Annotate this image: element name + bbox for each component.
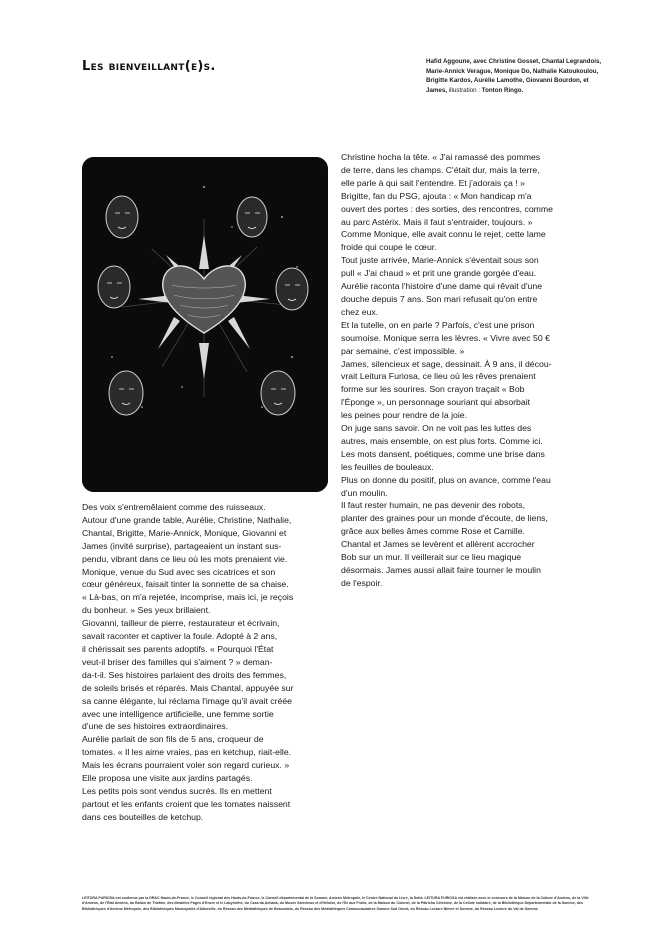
paragraph: Giovanni, tailleur de pierre, restaurateur et écrivain, savait raconter et captiver la foule. Adopté à 2 ans, il chérissait ses parents adoptifs. « Pourquoi l'État veut-il briser des familles qui s'aiment ? » deman- da-t-il. Ses histoires parlaient des droits des femmes, de soleils brisés et réparés. Mais Chantal, appuyée sur sa canne élégante, lui réclama l'image qu'il avait créée avec une intelligence artificielle, une femme sortie d'une de ses histoires extraordinaires. — [82, 618, 294, 732]
paragraph: James, silencieux et sage, dessinait. À 9 ans, il décou- vrait Leitura Furiosa, ce lieu où les rêves prenaient forme sur les sourires. Son crayon traçait « Bob l'Éponge », un personnage souriant qui absorbait les peines pour rendre de la joie. — [341, 358, 552, 421]
paragraph: Des voix s'entremêlaient comme des ruisseaux. Autour d'une grande table, Aurélie, Christine, Nathalie, Chantal, Brigitte, Marie-Annick, Monique, Giovanni et James (invité surprise), partageaient un instant sus- pendu, vibrant dans ce lieu où les mots prenaient vie. — [82, 502, 292, 564]
illustrator-credit: Tonton Ringo. — [481, 86, 524, 94]
paragraph: Chantal et James se levèrent et allèrent accrocher Bob sur un mur. Il veillerait sur ce lieu magique désormais. James aussi allait faire tourner le moulin de l'espoir. — [341, 539, 541, 588]
paragraph: Christine hocha la tête. « J'ai ramassé des pommes de terre, dans les champs. C'était dur, mais la terre, elle parle à qui sait l'entendre. Et j'adorais ça ! » — [341, 152, 541, 188]
flaming-heart-illustration — [82, 157, 328, 492]
right-column-text — [341, 151, 596, 590]
paragraph: Plus on donne du positif, plus on avance, comme l'eau d'un moulin. — [341, 474, 551, 498]
paragraph: On juge sans savoir. On ne voit pas les luttes des autres, mais ensemble, on est plus forts. Comme ici. Les mots dansent, poétiques, comme une brise dans les feuilles de bouleaux. — [341, 423, 545, 472]
illustration-icon — [82, 157, 328, 492]
paragraph: Monique, venue du Sud avec ses cicatrices et son cœur généreux, faisait tinter la sonnette de sa chaise. « Là-bas, on m'a rejetée, incomprise, mais ici, je reçois du bonheur. » Ses yeux brillaient. — [82, 566, 294, 616]
paragraph: Aurélie raconta l'histoire d'une dame qui rêvait d'une douche depuis 7 ans. Son mari refusait qu'on entre chez eux. — [341, 281, 543, 317]
paragraph: Aurélie parlait de son fils de 5 ans, croqueur de tomates. « Il les aime vraies, pas en ketchup, riait-elle. Mais les écrans pourraient voler son regard curieux. » Elle proposa une visite aux jardins partagés. — [82, 734, 292, 784]
page-title: Les bienveillant(e)s. — [82, 59, 216, 74]
paragraph: Les petits pois sont vendus sucrés. Ils en mettent partout et les enfants croient que les tomates naissent dans ces bouteilles de ketchup. — [82, 785, 291, 822]
paragraph: Il faut rester humain, ne pas devenir des robots, planter des graines pour un monde d'écoute, de liens, grâce aux belles âmes comme Rose et Camille. — [341, 500, 548, 537]
sponsors-footer: LEITURA FURIOSA est soutenue par la DRAC Hauts-de-France, le Conseil régional des Hauts-de-France, le Conseil départemental de la Somme, Amiens Métropole, le Centre National du Livre, la Sofia. LEITURA FURIOSA est réalisée avec le concours de la Maison de la Culture d'Amiens, de la Ville d'Amiens, de l'État Amiens, du Ballon de Théâtre, des librairies Pages d'Encre et le Labyrinthe, du Casa da Achada, du Musée Sarrebrus et d'Héloïse, de l'Île aux Fruits, de la Maison du Colonel, de la Pâtricha Célestine, de la Cellule solidaire, de la Bibliothèque Départementale de la Somme, des Bibliothèques d'Amiens Métropole, des Bibliothèques Municipales d'Abbeville, du Réseau des Médiathèques de Beauvaisis, du Réseau des Médiathèques Communautaires Somme Sud Ouest, du Réseau Lecture Nièvre et Somme, du Réseau Lecture du Val de Somme. — [82, 896, 589, 911]
paragraph: Brigitte, fan du PSG, ajouta : « Mon handicap m'a ouvert des portes : des sorties, des rencontres, comme au parc Astérix. Mais il faut s'entraider, toujours. » — [341, 190, 553, 227]
paragraph: Comme Monique, elle avait connu le rejet, cette lame froide qui coupe le cœur. — [341, 229, 546, 253]
illustration-label: illustration : — [448, 86, 481, 94]
authors-credit: Hafid Aggoune, avec Christine Gosset, Chantal Legrandois, Marie-Annick Verague, Monique Do, Nathalie Katoukoulou, Brigitte Kardos, Aurélie Lamothe, Giovanni Bourdon, et James, — [426, 58, 602, 94]
paragraph: Et la tutelle, on en parle ? Parfois, c'est une prison sournoise. Monique serra les lèvres. « Vivre avec 50 € par semaine, c'est impossible. » — [341, 319, 550, 356]
paragraph: Tout juste arrivée, Marie-Annick s'éventait sous son pull « J'ai chaud » et prit une grande gorgée d'eau. — [341, 255, 539, 279]
left-column-text — [82, 501, 332, 824]
credits-block — [426, 57, 606, 95]
